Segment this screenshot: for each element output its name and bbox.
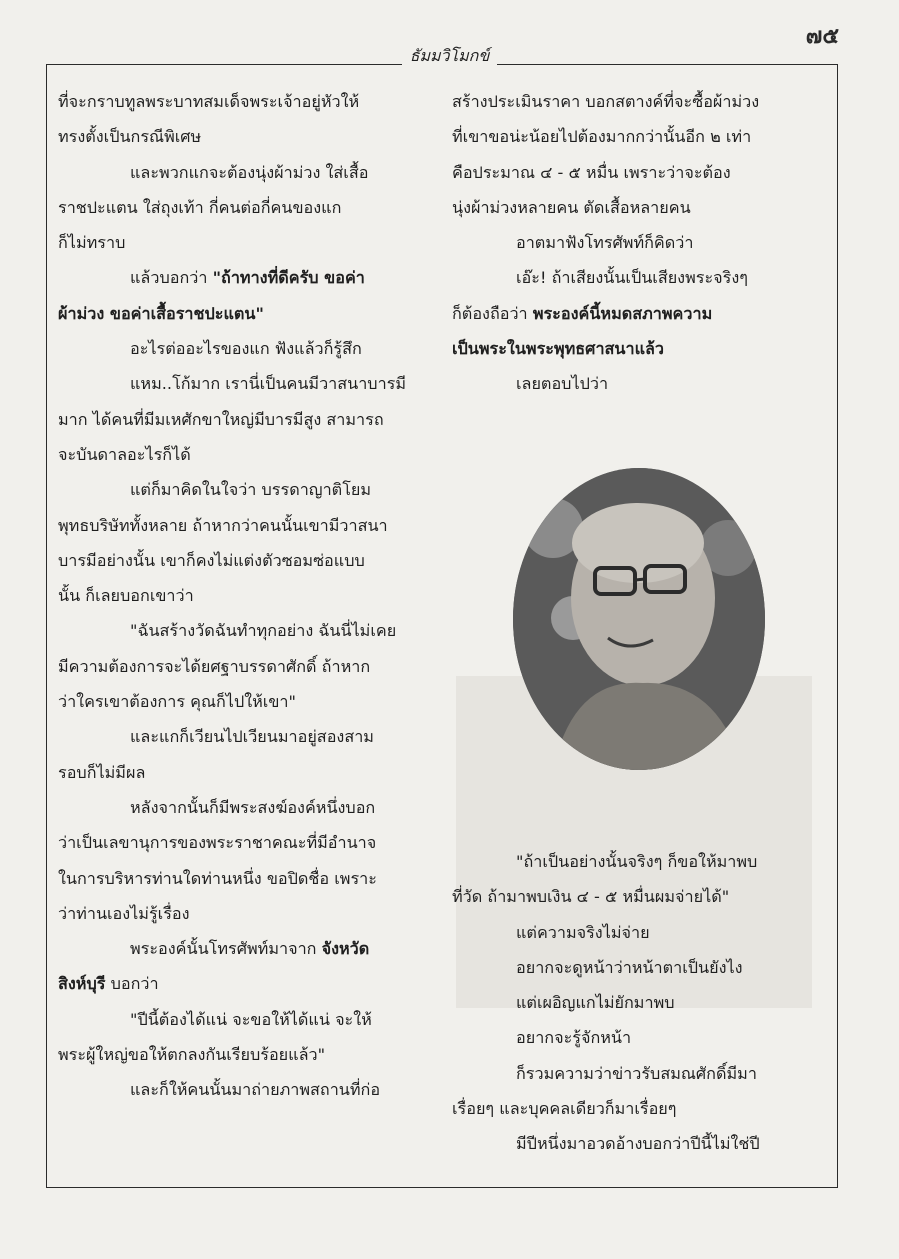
line-text: ที่เขาขอน่ะน้อยไปต้องมากกว่านั้นอีก ๒ เท่า xyxy=(452,127,752,147)
text-line xyxy=(58,1002,430,1037)
text-line xyxy=(452,1091,814,1126)
line-text: แต่ก็มาคิดในใจว่า บรรดาญาติโยม xyxy=(130,480,372,500)
line-text: ก็ไม่ทราบ xyxy=(58,233,126,253)
text-line xyxy=(452,296,814,331)
text-line xyxy=(452,225,814,260)
text-line xyxy=(452,1056,814,1091)
text-line xyxy=(452,950,814,985)
text-line xyxy=(58,931,430,966)
text-line xyxy=(58,366,430,401)
text-line xyxy=(58,649,430,684)
text-line xyxy=(58,896,430,931)
line-text: สร้างประเมินราคา บอกสตางค์ที่จะซื้อผ้าม่วง xyxy=(452,92,760,111)
line-text: ราชปะแตน ใส่ถุงเท้า กี่คนต่อกี่คนของแก xyxy=(58,197,342,217)
text-line xyxy=(58,190,430,225)
text-line xyxy=(58,260,430,295)
text-line xyxy=(58,1037,430,1072)
text-line xyxy=(452,84,814,119)
bold-text: "ถ้าทางที่ดีครับ ขอค่า xyxy=(212,268,365,288)
line-text: มีความต้องการจะได้ยศฐาบรรดาศักดิ์ ถ้าหาก xyxy=(58,656,371,676)
text-line xyxy=(452,366,814,401)
bold-text: ผ้าม่วง ขอค่าเสื้อราชปะแตน" xyxy=(58,303,264,323)
line-text: "ปีนี้ต้องได้แน่ จะขอให้ได้แน่ จะให้ xyxy=(130,1009,372,1029)
line-text: บารมีอย่างนั้น เขาก็คงไม่แต่งตัวซอมซ่อแบบ xyxy=(58,550,365,570)
line-text: ว่าเป็นเลขานุการของพระราชาคณะที่มีอำนาจ xyxy=(58,833,377,853)
line-text: อยากจะดูหน้าว่าหน้าตาเป็นยังไง xyxy=(516,957,743,977)
line-text: หลังจากนั้นก็มีพระสงฆ์องค์หนึ่งบอก xyxy=(130,797,376,817)
line-text: พุทธบริษัททั้งหลาย ถ้าหากว่าคนนั้นเขามีวาสนา xyxy=(58,515,388,535)
text-line xyxy=(452,260,814,295)
line-text-after: บอกว่า xyxy=(105,974,159,994)
left-column xyxy=(58,84,430,1108)
text-line xyxy=(58,155,430,190)
line-text: แต่เผอิญแกไม่ยักมาพบ xyxy=(516,993,675,1013)
text-line xyxy=(58,402,430,437)
line-text: พระผู้ใหญ่ขอให้ตกลงกันเรียบร้อยแล้ว" xyxy=(58,1045,326,1065)
line-text: ก็รวมความว่าข่าวรับสมณศักดิ์มีมา xyxy=(516,1063,757,1083)
text-line xyxy=(58,508,430,543)
line-text: นั้น ก็เลยบอกเขาว่า xyxy=(58,586,194,606)
line-text: ที่จะกราบทูลพระบาทสมเด็จพระเจ้าอยู่หัวให้ xyxy=(58,92,360,111)
line-text: มาก ได้คนที่มีมเหศักขาใหญ่มีบารมีสูง สามารถ xyxy=(58,409,384,429)
text-line xyxy=(452,119,814,154)
text-line xyxy=(58,225,430,260)
line-text: เลยตอบไปว่า xyxy=(516,374,609,394)
text-line xyxy=(58,825,430,860)
line-text: และพวกแกจะต้องนุ่งผ้าม่วง ใส่เสื้อ xyxy=(130,162,369,182)
text-line xyxy=(452,331,814,366)
line-text: มีปีหนึ่งมาอวดอ้างบอกว่าปีนี้ไม่ใช่ปี xyxy=(516,1134,760,1154)
line-text: จะบันดาลอะไรก็ได้ xyxy=(58,444,191,464)
line-text: อะไรต่ออะไรของแก ฟังแล้วก็รู้สึก xyxy=(130,339,362,359)
line-text: ทรงตั้งเป็นกรณีพิเศษ xyxy=(58,127,202,147)
text-line xyxy=(58,543,430,578)
line-text: เรื่อยๆ และบุคคลเดียวก็มาเรื่อยๆ xyxy=(452,1099,677,1119)
text-line xyxy=(452,985,814,1020)
text-line xyxy=(58,1072,430,1107)
text-line xyxy=(452,915,814,950)
line-text: และแกก็เวียนไปเวียนมาอยู่สองสาม xyxy=(130,727,374,747)
portrait-illustration xyxy=(513,468,765,770)
text-line xyxy=(58,790,430,825)
text-line xyxy=(58,84,430,119)
line-text: "ถ้าเป็นอย่างนั้นจริงๆ ก็ขอให้มาพบ xyxy=(516,852,758,871)
line-text: แล้วบอกว่า xyxy=(130,268,208,288)
line-text: ในการบริหารท่านใดท่านหนึ่ง ขอปิดชื่อ เพราะ xyxy=(58,868,377,888)
line-text: รอบก็ไม่มีผล xyxy=(58,762,146,782)
line-text: แหม..โก้มาก เรานี่เป็นคนมีวาสนาบารมี xyxy=(130,374,407,394)
text-line xyxy=(58,331,430,366)
line-text: ว่าใครเขาต้องการ คุณก็ไปให้เขา" xyxy=(58,692,296,712)
text-line xyxy=(58,861,430,896)
bold-text: พระองค์นี้หมดสภาพความ xyxy=(532,303,713,323)
text-line xyxy=(452,190,814,225)
line-text: อาตมาฟังโทรศัพท์ก็คิดว่า xyxy=(516,233,694,253)
bold-text: จังหวัด xyxy=(321,939,370,959)
line-text: "ฉันสร้างวัดฉันทำทุกอย่าง ฉันนี่ไม่เคย xyxy=(130,621,397,641)
text-line xyxy=(58,684,430,719)
running-title-text: ธัมมวิโมกข์ xyxy=(402,46,498,65)
text-line xyxy=(452,844,814,879)
text-line xyxy=(58,719,430,754)
text-line xyxy=(58,966,430,1001)
text-line xyxy=(58,755,430,790)
line-text: ที่วัด ถ้ามาพบเงิน ๔ - ๕ หมื่นผมจ่ายได้" xyxy=(452,887,730,907)
text-line xyxy=(452,1126,814,1161)
text-line xyxy=(452,155,814,190)
line-text: พระองค์นั้นโทรศัพท์มาจาก xyxy=(130,939,317,959)
line-text: ว่าท่านเองไม่รู้เรื่อง xyxy=(58,903,190,923)
line-text: ก็ต้องถือว่า xyxy=(452,303,528,323)
line-text: อยากจะรู้จักหน้า xyxy=(516,1028,632,1048)
text-line xyxy=(58,613,430,648)
text-line xyxy=(452,1020,814,1055)
bold-text: เป็นพระในพระพุทธศาสนาแล้ว xyxy=(452,339,665,359)
text-line xyxy=(58,119,430,154)
line-text: นุ่งผ้าม่วงหลายคน ตัดเสื้อหลายคน xyxy=(452,197,691,217)
right-column-top xyxy=(452,84,814,402)
bold-text: สิงห์บุรี xyxy=(58,974,106,994)
line-text: เอ๊ะ! ถ้าเสียงนั้นเป็นเสียงพระจริงๆ xyxy=(516,268,748,288)
line-text: แต่ความจริงไม่จ่าย xyxy=(516,922,650,942)
running-title xyxy=(0,44,899,69)
text-line xyxy=(452,879,814,914)
text-line xyxy=(58,437,430,472)
page-number: ๗๕ xyxy=(805,23,839,49)
text-line xyxy=(58,472,430,507)
line-text: และก็ให้คนนั้นมาถ่ายภาพสถานที่ก่อ xyxy=(130,1080,381,1100)
text-line xyxy=(58,296,430,331)
right-column-bottom xyxy=(452,844,814,1162)
line-text: คือประมาณ ๔ - ๕ หมื่น เพราะว่าจะต้อง xyxy=(452,162,731,182)
text-line xyxy=(58,578,430,613)
monk-portrait-photo xyxy=(513,468,765,770)
